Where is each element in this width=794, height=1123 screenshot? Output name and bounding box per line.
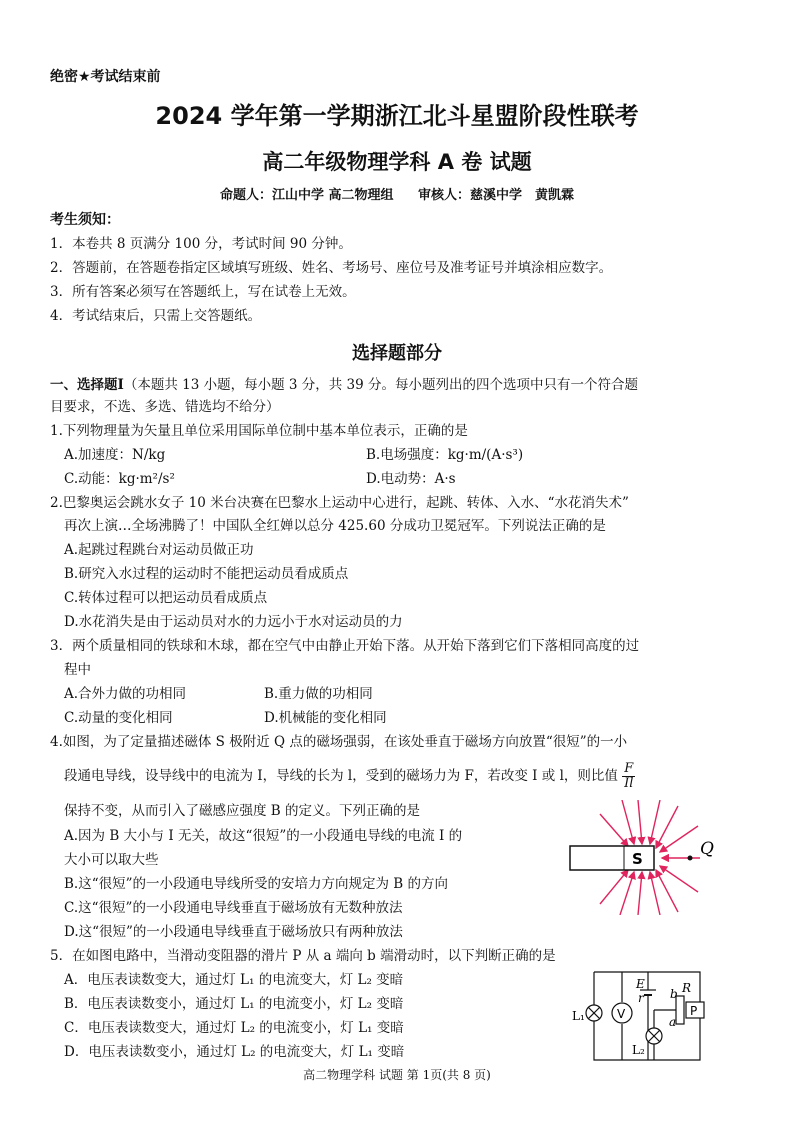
q4-stem-text: 段通电导线，设导线中的电流为 I，导线的长为 l，受到的磁场力为 F，若改变 I 或 l，则比值	[64, 768, 618, 784]
section-title: 选择题部分	[352, 343, 442, 364]
label-l1: L₁	[572, 1009, 585, 1023]
page-footer: 高二物理学科 试题 第 1页(共 8 页)	[303, 1068, 491, 1082]
authors-line	[0, 184, 794, 203]
q2-stem-line2: 再次上演…全场沸腾了！中国队全红婵以总分 425.60 分成功卫冕冠军。下列说法正确的是	[64, 518, 606, 534]
q4-stem-line2	[64, 762, 635, 791]
ratio-fraction	[622, 762, 635, 791]
label-l2: L₂	[632, 1043, 645, 1057]
exam-title: 2024 学年第一学期浙江北斗星盟阶段性联考	[155, 102, 639, 130]
notes-title: 考生须知：	[50, 212, 120, 228]
label-a: a	[669, 1015, 677, 1029]
exam-subtitle: 高二年级物理学科 A 卷 试题	[262, 150, 532, 174]
q3-stem-line1: 3．两个质量相同的铁球和木球，都在空气中由静止开始下落。从开始下落到它们下落相同高度的过	[50, 638, 640, 654]
q3-option-d: D.机械能的变化相同	[264, 710, 387, 726]
label-r: r	[638, 991, 644, 1005]
q4-option-b: B.这“很短”的一小段通电导线所受的安培力方向规定为 B 的方向	[64, 876, 449, 892]
svg-text:P: P	[690, 1004, 698, 1018]
q5-stem: 5．在如图电路中，当滑动变阻器的滑片 P 从 a 端向 b 端滑动时，以下判断正确的是	[50, 948, 556, 964]
magnet-field-figure	[560, 800, 750, 915]
part1-intro-line1: （本题共 13 小题，每小题 3 分，共 39 分。每小题列出的四个选项中只有一个符合题	[123, 377, 639, 393]
q2-option-c: C.转体过程可以把运动员看成质点	[64, 590, 268, 606]
part1-intro	[50, 374, 750, 396]
q4-option-c: C.这“很短”的一小段通电导线垂直于磁场放有无数种放法	[64, 900, 403, 916]
part1-heading: 一、选择题Ⅰ	[50, 377, 124, 393]
q5-option-a: A．电压表读数变大，通过灯 L₁ 的电流变大，灯 L₂ 变暗	[64, 972, 404, 988]
slider-p-icon	[686, 1002, 704, 1018]
fraction-denominator: Il	[624, 776, 634, 791]
q2-option-d: D.水花消失是由于运动员对水的力远小于水对运动员的力	[64, 614, 403, 630]
s-pole-label: S	[632, 850, 643, 868]
q1-option-d: D.电动势：A·s	[366, 471, 456, 487]
voltmeter-icon	[612, 1003, 632, 1023]
q4-option-d: D.这“很短”的一小段通电导线垂直于磁场放只有两种放法	[64, 924, 403, 940]
note-item: 3．所有答案必须写在答题纸上，写在试卷上无效。	[50, 284, 356, 300]
q1-option-b: B.电场强度：kg·m/(A·s³)	[366, 447, 524, 463]
fraction-numerator: F	[624, 761, 634, 776]
note-item: 4．考试结束后，只需上交答题纸。	[50, 308, 262, 324]
q3-option-a: A.合外力做的功相同	[64, 686, 187, 702]
author: 命题人：江山中学 高二物理组	[219, 188, 394, 203]
q4-stem-line1: 4.如图，为了定量描述磁体 S 极附近 Q 点的磁场强弱，在该处垂直于磁场方向放置“很短”的一小	[50, 734, 628, 750]
note-item: 1．本卷共 8 页满分 100 分，考试时间 90 分钟。	[50, 236, 352, 252]
q1-option-c: C.动能：kg·m²/s²	[64, 471, 175, 487]
label-R: R	[682, 981, 692, 995]
q2-stem-line1: 2.巴黎奥运会跳水女子 10 米台决赛在巴黎水上运动中心进行，起跳、转体、入水、“水花消失术”	[50, 495, 629, 511]
point-q	[688, 856, 693, 861]
label-b: b	[670, 987, 678, 1001]
q5-option-b: B．电压表读数变小，通过灯 L₁ 的电流变小，灯 L₂ 变暗	[64, 996, 404, 1012]
q2-option-a: A.起跳过程跳台对运动员做正功	[64, 542, 254, 558]
svg-text:V: V	[617, 1007, 626, 1021]
q1-stem: 1.下列物理量为矢量且单位采用国际单位制中基本单位表示，正确的是	[50, 423, 468, 439]
note-item: 2．答题前，在答题卷指定区域填写班级、姓名、考场号、座位号及准考证号并填涂相应数字。	[50, 260, 613, 276]
q4-stem-line3: 保持不变，从而引入了磁感应强度 B 的定义。下列正确的是	[64, 803, 421, 819]
q4-option-a-line2: 大小可以取大些	[64, 852, 159, 868]
q3-option-c: C.动量的变化相同	[64, 710, 173, 726]
q1-option-a: A.加速度：N/kg	[64, 447, 166, 463]
q3-option-b: B.重力做的功相同	[264, 686, 373, 702]
q3-stem-line2: 程中	[64, 662, 91, 678]
lamp-l1-icon	[586, 1005, 602, 1021]
point-q-label: Q	[700, 839, 714, 859]
q5-option-d: D．电压表读数变小，通过灯 L₂ 的电流变大，灯 L₁ 变暗	[64, 1044, 405, 1060]
lamp-l2-icon	[646, 1028, 662, 1044]
secret-label: 绝密★考试结束前	[50, 69, 161, 85]
q5-option-c: C．电压表读数变大，通过灯 L₂ 的电流变小，灯 L₁ 变暗	[64, 1020, 404, 1036]
label-e: E	[636, 977, 645, 991]
part1-intro-line2: 目要求，不选、多选、错选均不给分）	[50, 399, 280, 415]
q2-option-b: B.研究入水过程的运动时不能把运动员看成质点	[64, 566, 349, 582]
q4-option-a-line1: A.因为 B 大小与 I 无关，故这“很短”的一小段通电导线的电流 I 的	[64, 828, 463, 844]
reviewer: 审核人：慈溪中学 黄凯霖	[418, 188, 575, 203]
circuit-figure	[570, 968, 730, 1064]
